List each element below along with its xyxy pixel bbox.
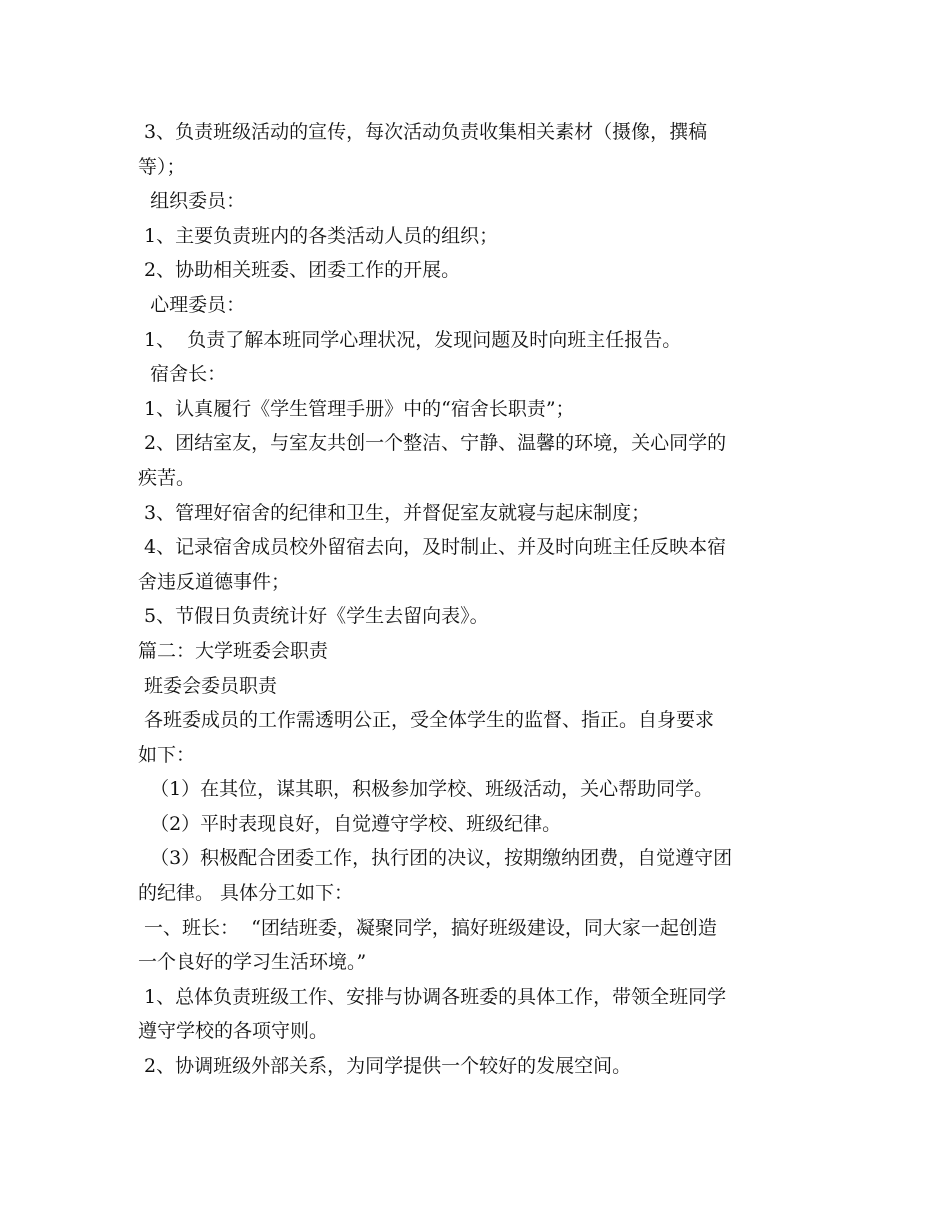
text-line: （1）在其位，谋其职，积极参加学校、班级活动，关心帮助同学。: [138, 778, 714, 801]
text-line: 5、节假日负责统计好《学生去留向表》。: [138, 605, 489, 628]
text-line: 2、协助相关班委、团委工作的开展。: [138, 259, 461, 282]
text-line: 一个良好的学习生活环境。”: [138, 951, 367, 974]
text-line: （3）积极配合团委工作，执行团的决议，按期缴纳团费，自觉遵守团: [138, 847, 733, 870]
text-line: 的纪律。 具体分工如下：: [138, 882, 354, 905]
text-line: 1、认真履行《学生管理手册》中的“宿舍长职责”；: [138, 397, 575, 420]
chapter-heading: 篇二：大学班委会职责: [138, 639, 329, 662]
section-heading: 组织委员：: [138, 190, 246, 213]
text-line: 遵守学校的各项守则。: [138, 1020, 329, 1043]
text-line: 等）；: [138, 155, 186, 178]
text-line: 疾苦。: [138, 466, 196, 489]
text-line: 各班委成员的工作需透明公正，受全体学生的监督、指正。自身要求: [138, 709, 715, 732]
text-line: 3、管理好宿舍的纪律和卫生，并督促室友就寝与起床制度；: [138, 501, 651, 524]
section-heading: 班委会委员职责: [138, 674, 278, 697]
text-line: （2）平时表现良好，自觉遵守学校、班级纪律。: [138, 812, 562, 835]
section-heading: 心理委员：: [138, 293, 246, 316]
text-line: 2、团结室友，与室友共创一个整洁、宁静、温馨的环境，关心同学的: [138, 432, 727, 455]
text-line: 1、主要负责班内的各类活动人员的组织；: [138, 224, 499, 247]
text-line: 1、 负责了解本班同学心理状况，发现问题及时向班主任报告。: [138, 328, 682, 351]
text-line: 3、负责班级活动的宣传，每次活动负责收集相关素材（摄像，撰稿: [138, 121, 708, 143]
text-line: 1、总体负责班级工作、安排与协调各班委的具体工作，带领全班同学: [138, 985, 727, 1008]
section-heading: 宿舍长：: [138, 363, 227, 386]
text-line: 2、协调班级外部关系，为同学提供一个较好的发展空间。: [138, 1055, 632, 1078]
text-line: 4、记录宿舍成员校外留宿去向，及时制止、并及时向班主任反映本宿: [138, 536, 727, 559]
document-body: [138, 115, 818, 1084]
text-line: 如下：: [138, 743, 196, 766]
text-line: 舍违反道德事件；: [138, 570, 291, 593]
text-line: 一、班长： “团结班委，凝聚同学，搞好班级建设，同大家一起创造: [138, 916, 717, 939]
